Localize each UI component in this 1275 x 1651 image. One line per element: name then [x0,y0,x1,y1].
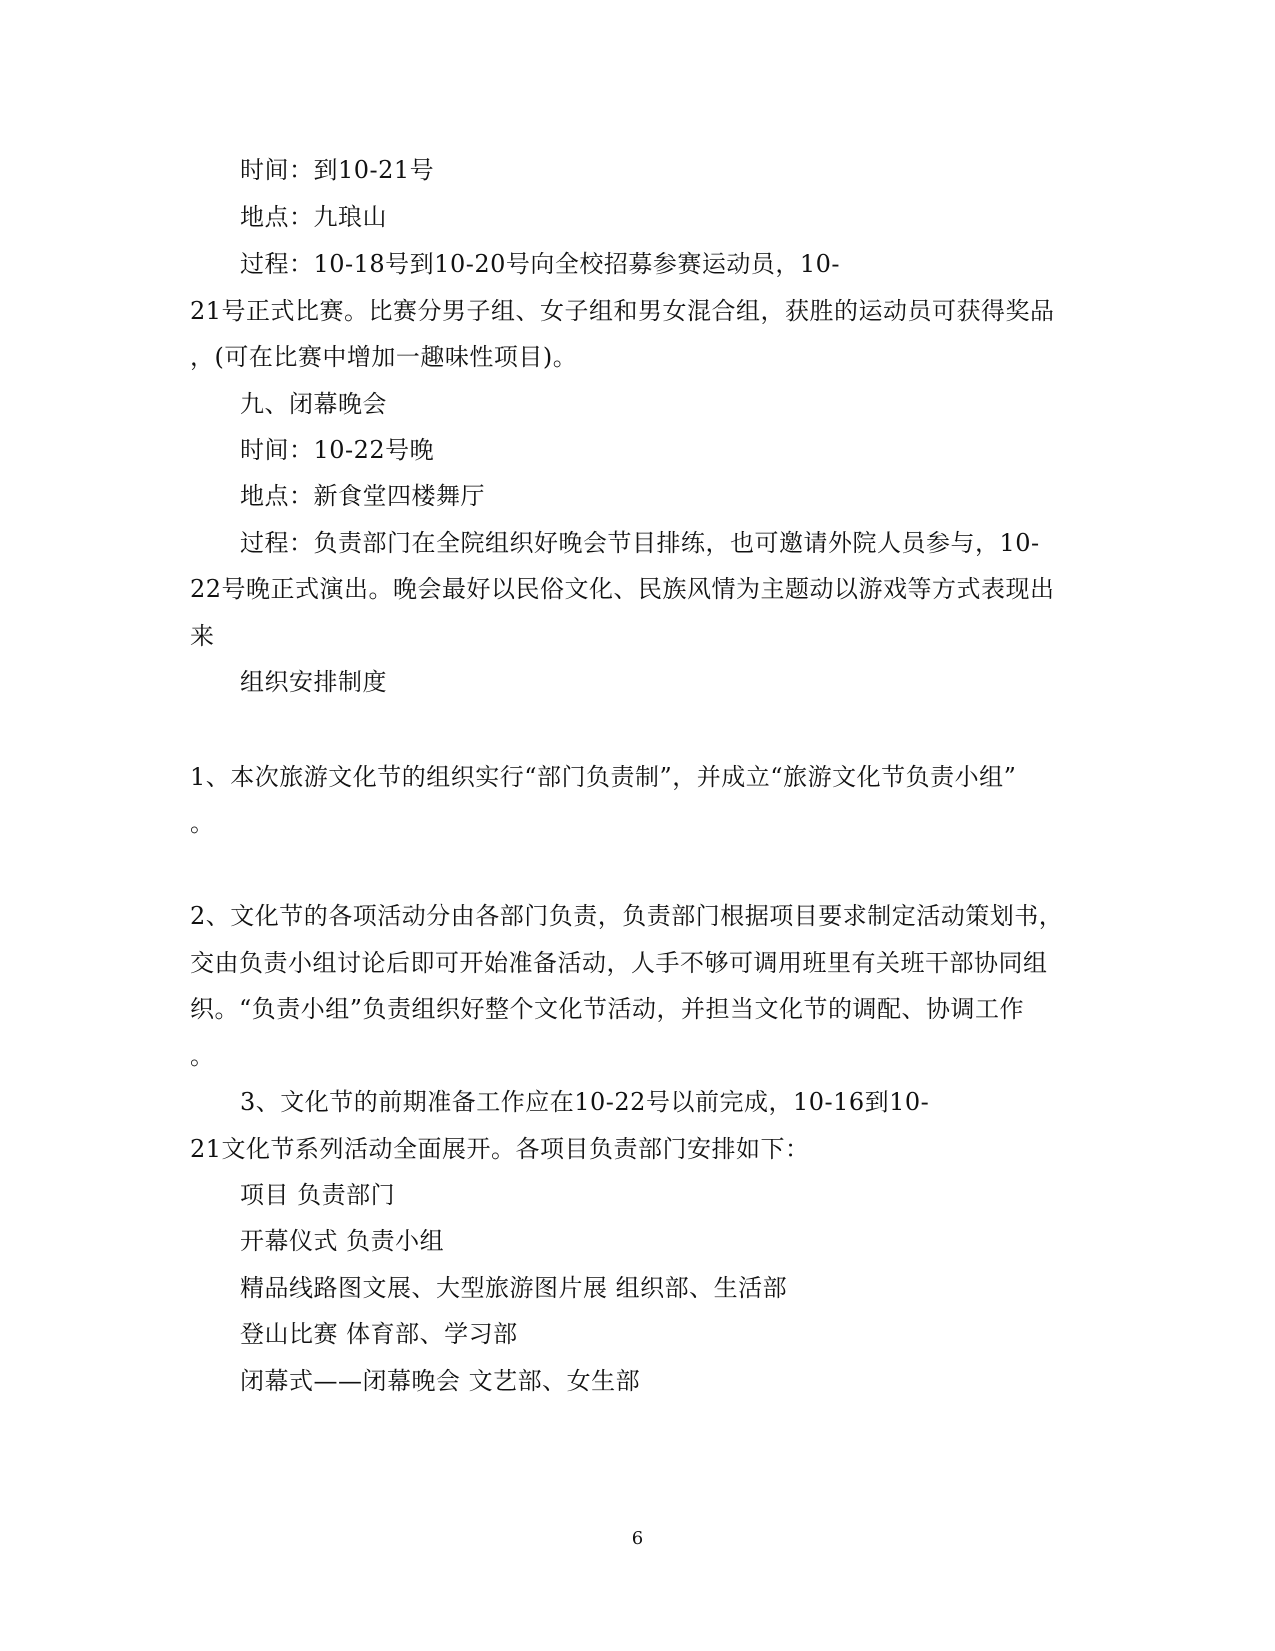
text-line: ，(可在比赛中增加一趣味性项目)。 [190,343,578,371]
table-row: 闭幕式——闭幕晚会 文艺部、女生部 [240,1367,641,1395]
page-number: 6 [631,1528,644,1549]
table-row: 精品线路图文展、大型旅游图片展 组织部、生活部 [240,1274,788,1302]
text-line: 过程：10-18号到10-20号向全校招募参赛运动员，10- [240,250,841,278]
text-line: 1、本次旅游文化节的组织实行“部门负责制”，并成立“旅游文化节负责小组” [190,763,1017,791]
table-row: 开幕仪式 负责小组 [240,1227,445,1255]
section-heading: 组织安排制度 [240,668,387,696]
table-row: 登山比赛 体育部、学习部 [240,1320,518,1348]
section-heading: 九、闭幕晚会 [240,390,387,418]
text-line: 3、文化节的前期准备工作应在10-22号以前完成，10-16到10- [240,1088,930,1116]
text-line: 地点：九琅山 [240,203,387,231]
text-line: 交由负责小组讨论后即可开始准备活动，人手不够可调用班里有关班干部协同组 [190,949,1048,977]
text-line: 21文化节系列活动全面展开。各项目负责部门安排如下： [190,1135,810,1163]
text-line: 2、文化节的各项活动分由各部门负责，负责部门根据项目要求制定活动策划书， [190,902,1064,930]
text-line: 时间：到10-21号 [240,156,435,184]
text-line: 来 [190,622,215,650]
text-line: 织。“负责小组”负责组织好整个文化节活动，并担当文化节的调配、协调工作 [190,995,1025,1023]
table-row: 项目 负责部门 [240,1181,396,1209]
text-line: 。 [190,809,215,837]
text-line: 地点：新食堂四楼舞厅 [240,482,485,510]
text-line: 。 [190,1042,215,1070]
text-line: 过程：负责部门在全院组织好晚会节目排练，也可邀请外院人员参与，10- [240,529,1040,557]
text-line: 22号晚正式演出。晚会最好以民俗文化、民族风情为主题动以游戏等方式表现出 [190,575,1055,603]
text-line: 21号正式比赛。比赛分男子组、女子组和男女混合组，获胜的运动员可获得奖品 [190,297,1055,325]
text-line: 时间：10-22号晚 [240,436,435,464]
